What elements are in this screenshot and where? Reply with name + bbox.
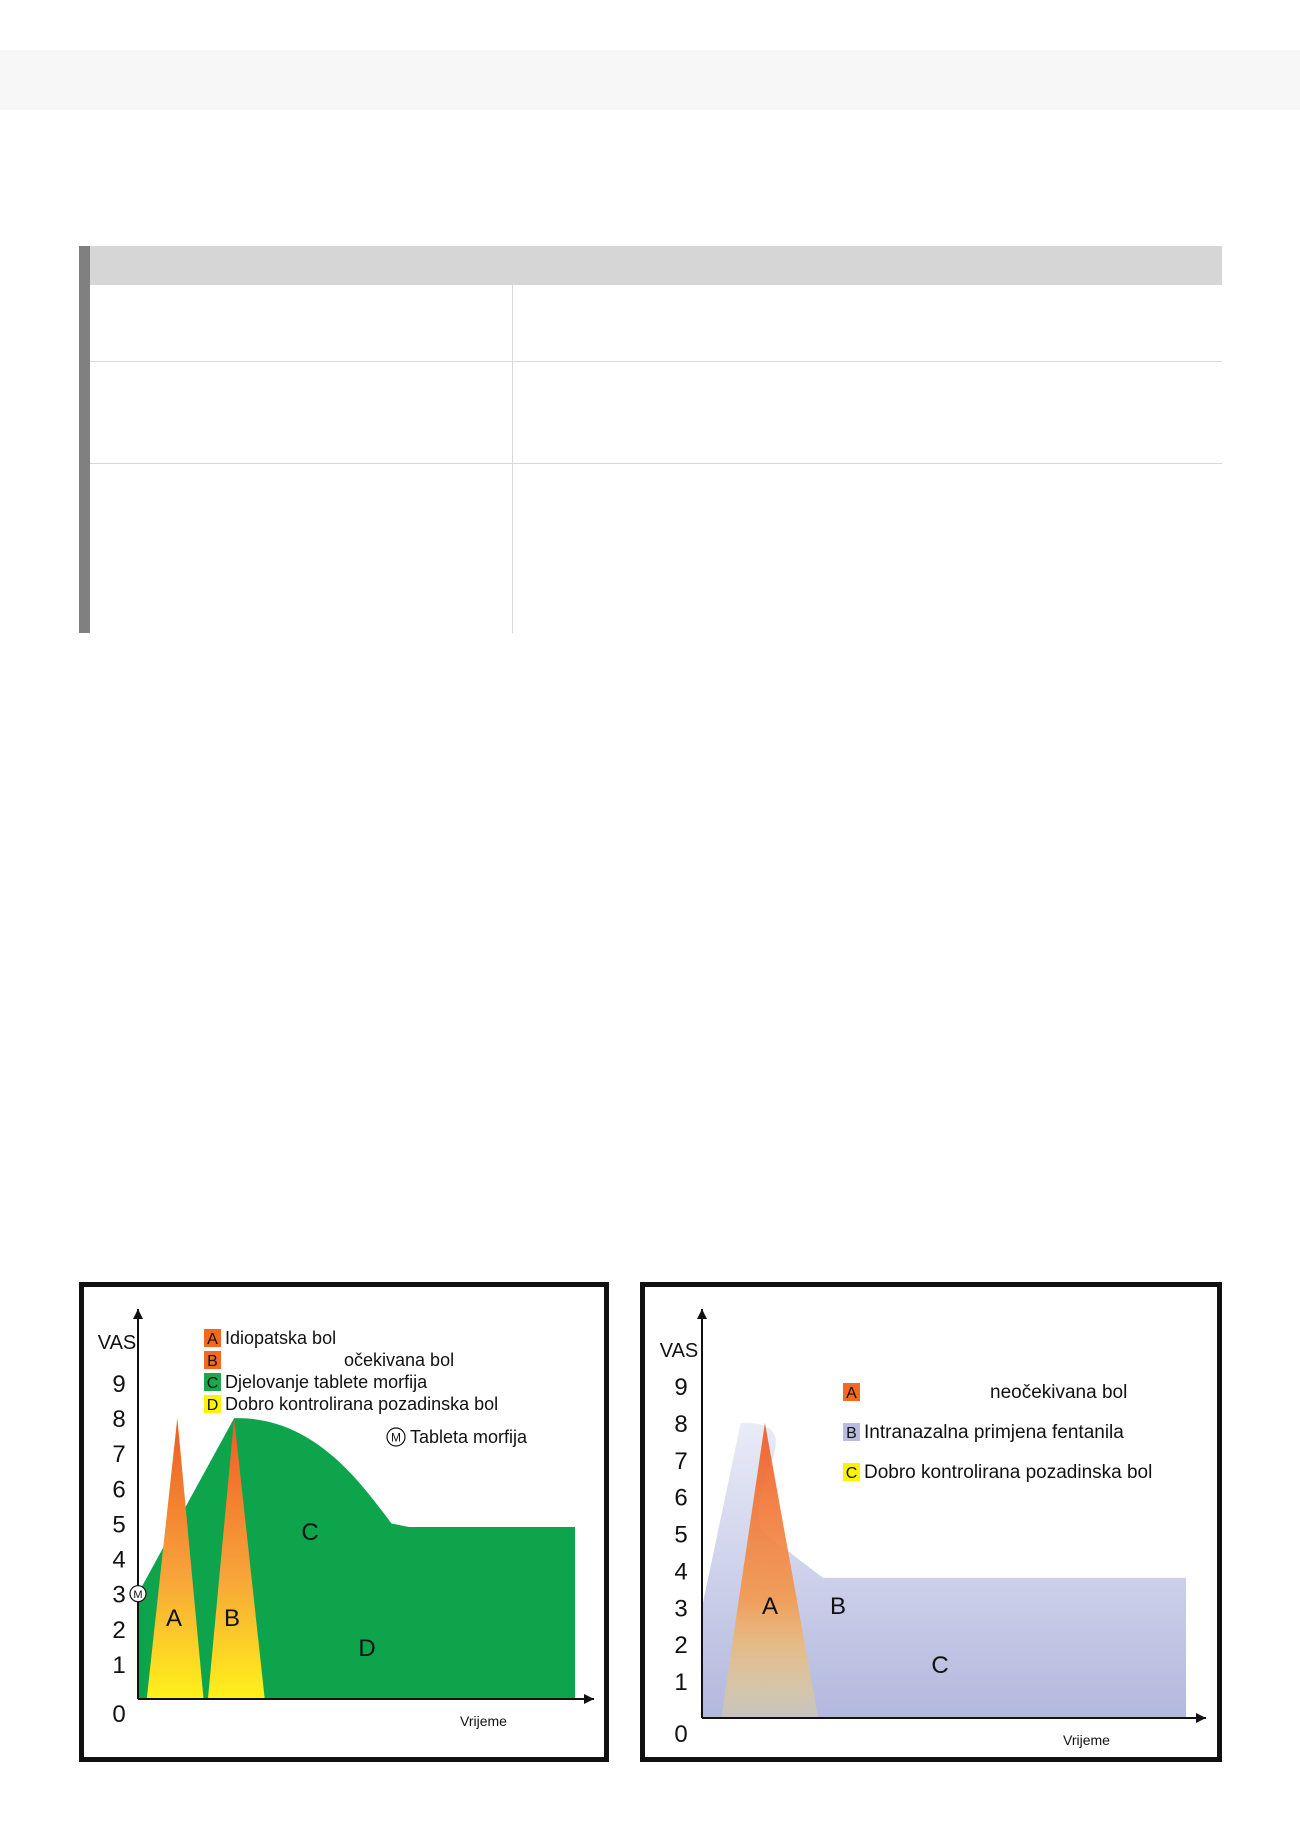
region-label-d: D (358, 1635, 376, 1662)
table-cell (514, 362, 1222, 463)
y-tick-label: 3 (674, 1595, 688, 1623)
table-cell (90, 464, 513, 633)
marker-legend-symbol: M (391, 1430, 401, 1445)
x-axis-arrow (1196, 1713, 1206, 1723)
y-tick-label: 9 (112, 1371, 126, 1398)
legend-label: Intranazalna primjena fentanila (864, 1422, 1124, 1443)
morphine-marker-symbol: M (133, 1589, 143, 1602)
y-tick-label: 0 (112, 1701, 126, 1729)
y-tick-label: 1 (674, 1669, 688, 1697)
y-tick-label: 0 (674, 1720, 688, 1748)
y-axis-arrow (697, 1309, 707, 1319)
legend-label: Dobro kontrolirana pozadinska bol (225, 1394, 499, 1414)
info-table (79, 246, 1222, 633)
y-tick-label: 2 (112, 1616, 126, 1644)
y-tick-label: 9 (674, 1374, 688, 1401)
region-label-a: A (761, 1593, 779, 1620)
region-label-b: B (223, 1605, 241, 1632)
table-cell (514, 464, 1222, 633)
y-tick-label: 8 (674, 1410, 688, 1438)
legend-key: C (206, 1375, 219, 1392)
legend-key: A (207, 1331, 218, 1348)
y-tick-label: 3 (112, 1581, 126, 1609)
table-cell (90, 362, 513, 463)
legend-label: neočekivana bol (990, 1382, 1128, 1403)
region-label-c: C (931, 1652, 949, 1679)
y-tick-label: 5 (674, 1521, 688, 1549)
legend-key: B (846, 1425, 857, 1442)
table-header (90, 246, 1222, 285)
table-cell (514, 285, 1222, 361)
legend-label: očekivana bol (344, 1350, 455, 1370)
x-axis-label: Vrijeme (1063, 1732, 1110, 1748)
legend-key: C (845, 1465, 858, 1482)
table-accent-bar (79, 246, 90, 633)
morphine-pain-chart (79, 1282, 609, 1762)
y-axis-arrow (133, 1309, 143, 1319)
table-cell (90, 285, 513, 361)
fentanyl-pain-chart (640, 1282, 1222, 1762)
header-band (0, 50, 1300, 110)
x-axis-arrow (584, 1694, 594, 1704)
legend-key: A (846, 1385, 857, 1402)
y-axis-label: VAS (659, 1340, 699, 1362)
y-tick-label: 7 (674, 1447, 688, 1475)
region-label-b: B (829, 1593, 847, 1620)
y-tick-label: 8 (112, 1406, 126, 1434)
y-tick-label: 5 (112, 1511, 126, 1539)
y-tick-label: 1 (112, 1651, 126, 1679)
x-axis-label: Vrijeme (460, 1713, 507, 1729)
y-tick-label: 6 (674, 1484, 688, 1512)
legend-key: D (206, 1397, 219, 1414)
y-tick-label: 2 (674, 1632, 688, 1660)
region-label-a: A (165, 1605, 183, 1632)
region-label-c: C (301, 1519, 319, 1546)
y-tick-label: 6 (112, 1476, 126, 1504)
legend-label: Idiopatska bol (225, 1328, 337, 1348)
legend-key: B (207, 1353, 218, 1370)
y-axis-label: VAS (97, 1332, 137, 1354)
legend-label: Djelovanje tablete morfija (225, 1372, 428, 1392)
table-row (90, 464, 1222, 633)
table-row (90, 285, 1222, 362)
y-tick-label: 7 (112, 1441, 126, 1469)
marker-legend-label: Tableta morfija (410, 1427, 528, 1447)
series-c-area (138, 1418, 575, 1699)
y-tick-label: 4 (674, 1558, 688, 1586)
legend-label: Dobro kontrolirana pozadinska bol (864, 1462, 1153, 1483)
y-tick-label: 4 (112, 1546, 126, 1574)
table-row (90, 362, 1222, 464)
